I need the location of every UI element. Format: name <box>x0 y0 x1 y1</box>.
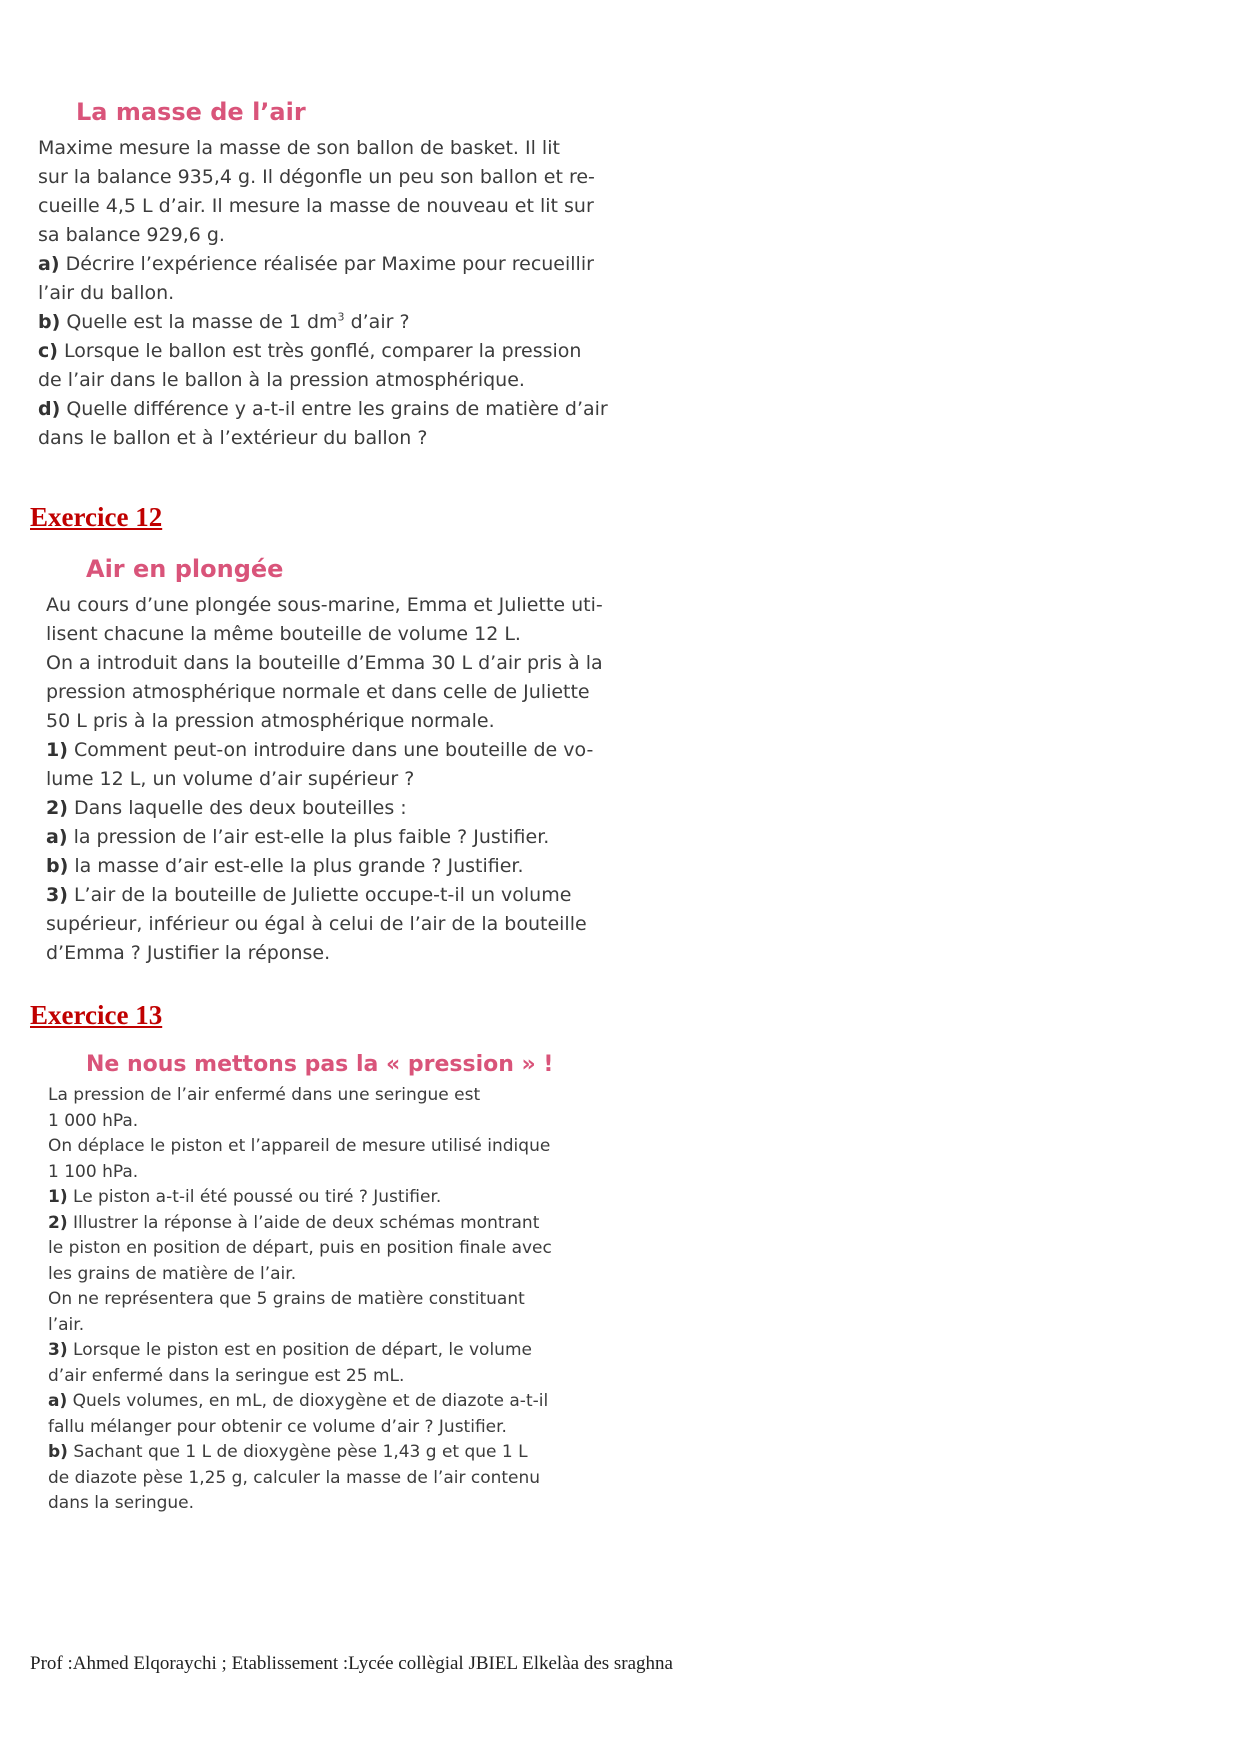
ex13-line: La pression de l’air enfermé dans une seringue est <box>48 1085 481 1105</box>
ex13-question-1: 1) Le piston a-t-il été poussé ou tiré ? Justifier. <box>48 1187 442 1207</box>
ex13-question-2-cont: les grains de matière de l’air. <box>48 1263 297 1284</box>
ex12-question-1-cont: lume 12 L, un volume d’air supérieur ? <box>46 768 415 790</box>
ex12-question-3-cont: supérieur, inférieur ou égal à celui de l’air de la bouteille <box>46 913 587 935</box>
ex11-intro-line: sa balance 929,6 g. <box>38 224 225 246</box>
ex11-question-a-cont: l’air du ballon. <box>38 282 175 304</box>
ex12-line: lisent chacune la même bouteille de volume 12 L. <box>46 623 521 645</box>
ex12-line: Au cours d’une plongée sous-marine, Emma et Juliette uti- <box>46 594 603 616</box>
ex11-intro-line: Maxime mesure la masse de son ballon de basket. Il lit <box>38 137 560 159</box>
ex13-question-2-cont: l’air. <box>48 1314 85 1335</box>
ex13-question-3-cont: d’air enfermé dans la seringue est 25 mL. <box>48 1365 405 1386</box>
exercise-13 <box>48 1052 608 1517</box>
ex13-question-3a: a) Quels volumes, en mL, de dioxygène et de diazote a-t-il <box>48 1391 549 1411</box>
ex13-question-3b: b) Sachant que 1 L de dioxygène pèse 1,43 g et que 1 L <box>48 1442 528 1462</box>
ex12-question-2b: b) la masse d’air est-elle la plus grande ? Justifier. <box>46 855 524 877</box>
ex11-intro-line: cueille 4,5 L d’air. Il mesure la masse de nouveau et lit sur <box>38 195 594 217</box>
exercise-13-title: Ne nous mettons pas la « pression » ! <box>86 1052 554 1077</box>
exercise-13-body <box>48 1083 608 1517</box>
ex13-question-2: 2) Illustrer la réponse à l’aide de deux schémas montrant <box>48 1212 540 1233</box>
ex13-line: On déplace le piston et l’appareil de mesure utilisé indique <box>48 1136 551 1156</box>
ex12-question-3-cont: d’Emma ? Justifier la réponse. <box>46 942 331 964</box>
exercise-11-title: La masse de l’air <box>76 98 306 126</box>
exercise-12 <box>46 555 666 968</box>
exercise-11 <box>38 98 608 453</box>
ex11-intro-line: sur la balance 935,4 g. Il dégonfle un peu son ballon et re- <box>38 166 595 188</box>
ex13-line: 1 100 hPa. <box>48 1161 139 1182</box>
ex11-question-c-cont: de l’air dans le ballon à la pression atmosphérique. <box>38 369 525 391</box>
page-footer: Prof :Ahmed Elqoraychi ; Etablissement :Lycée collègial JBIEL Elkelàa des sraghna <box>30 1653 673 1674</box>
ex12-question-2: 2) Dans laquelle des deux bouteilles : <box>46 797 407 819</box>
ex13-line: 1 000 hPa. <box>48 1110 139 1131</box>
exercise-12-body <box>46 591 666 968</box>
ex12-question-3: 3) L’air de la bouteille de Juliette occupe-t-il un volume <box>46 884 572 906</box>
ex13-question-3b-cont: de diazote pèse 1,25 g, calculer la masse de l’air contenu <box>48 1467 541 1488</box>
exercise-11-body <box>38 134 608 453</box>
ex11-question-b: b) Quelle est la masse de 1 $dm^3$ d’air ? <box>38 310 410 333</box>
ex11-question-c: c) Lorsque le ballon est très gonflé, comparer la pression <box>38 340 582 362</box>
ex11-question-d: d) Quelle différence y a-t-il entre les grains de matière d’air <box>38 398 608 420</box>
ex13-question-3a-cont: fallu mélanger pour obtenir ce volume d’air ? Justifier. <box>48 1416 507 1437</box>
exercise-13-heading: Exercice 13 <box>30 1000 163 1030</box>
exercise-12-title: Air en plongée <box>86 555 284 583</box>
ex11-question-d-cont: dans le ballon et à l’extérieur du ballon ? <box>38 427 428 449</box>
ex13-question-3: 3) Lorsque le piston est en position de départ, le volume <box>48 1340 532 1360</box>
ex12-line: 50 L pris à la pression atmosphérique normale. <box>46 710 495 732</box>
ex13-question-3b-cont: dans la seringue. <box>48 1493 195 1513</box>
ex12-question-2a: a) la pression de l’air est-elle la plus faible ? Justifier. <box>46 826 550 848</box>
exercise-12-heading: Exercice 12 <box>30 502 163 532</box>
ex12-line: pression atmosphérique normale et dans celle de Juliette <box>46 681 590 703</box>
ex13-question-2-cont: le piston en position de départ, puis en position finale avec <box>48 1238 552 1258</box>
ex11-question-a: a) Décrire l’expérience réalisée par Maxime pour recueillir <box>38 253 594 275</box>
ex13-question-2-cont: On ne représentera que 5 grains de matière constituant <box>48 1289 525 1309</box>
ex12-line: On a introduit dans la bouteille d’Emma 30 L d’air pris à la <box>46 652 603 674</box>
ex12-question-1: 1) Comment peut-on introduire dans une bouteille de vo- <box>46 739 594 761</box>
